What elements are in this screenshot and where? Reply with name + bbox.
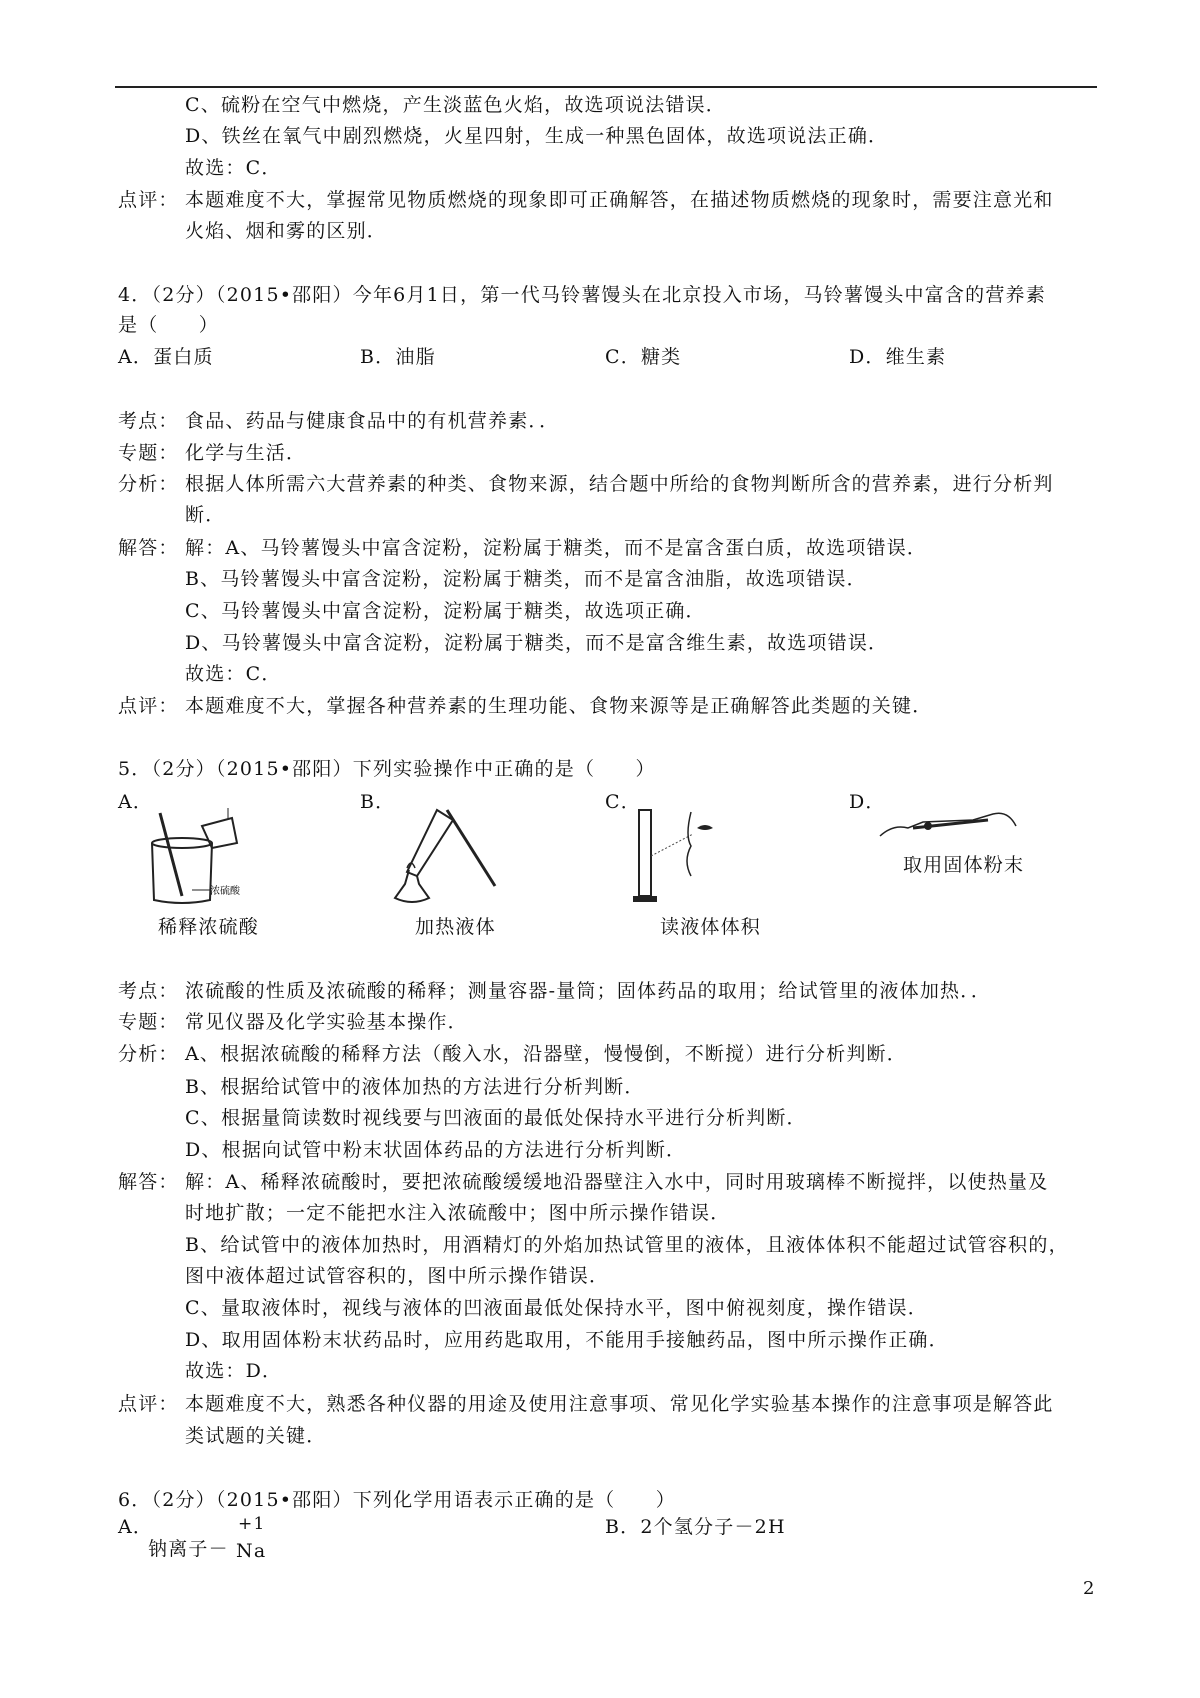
option-d-letter: D． — [849, 791, 886, 813]
caption-b: 加热液体 — [415, 916, 496, 938]
header-rule — [115, 86, 1097, 88]
section-label: 专题： — [118, 1011, 179, 1033]
text-line: 图中液体超过试管容积的，图中所示操作错误． — [185, 1265, 610, 1287]
text-line: 故选：D． — [185, 1360, 283, 1382]
option-b: B．油脂 — [360, 346, 436, 368]
text-line: 解：A、马铃薯馒头中富含淀粉，淀粉属于糖类，而不是富含蛋白质，故选项错误． — [185, 537, 928, 559]
text-line: 故选：C． — [185, 157, 282, 179]
section-label: 分析： — [118, 1043, 179, 1065]
text-line: B、给试管中的液体加热时，用酒精灯的外焰加热试管里的液体，且液体体积不能超过试管容积的， — [185, 1234, 1069, 1256]
option-b-letter: B． — [360, 791, 396, 813]
text-line: B、马铃薯馒头中富含淀粉，淀粉属于糖类，而不是富含油脂，故选项错误． — [185, 568, 867, 590]
text-line: C、根据量筒读数时视线要与凹液面的最低处保持水平进行分析判断． — [185, 1107, 807, 1129]
text-line: 本题难度不大，掌握各种营养素的生理功能、食物来源等是正确解答此类题的关键． — [185, 695, 933, 717]
text-line: C、量取液体时，视线与液体的凹液面最低处保持水平，图中俯视刻度，操作错误． — [185, 1297, 928, 1319]
section-label: 考点： — [118, 980, 179, 1002]
section-label: 点评： — [118, 189, 179, 211]
page-number: 2 — [1083, 1578, 1095, 1599]
text-line: 断． — [185, 504, 226, 526]
text-line: 火焰、烟和雾的区别． — [185, 220, 388, 242]
question-stem: 4．（2分）（2015•邵阳）今年6月1日，第一代马铃薯馒头在北京投入市场，马铃薯馒头中富含的营养素 — [118, 284, 1046, 306]
text-line: 解：A、稀释浓硫酸时，要把浓硫酸缓缓地沿器壁注入水中，同时用玻璃棒不断搅拌，以使热量及 — [185, 1171, 1049, 1193]
section-label: 点评： — [118, 1393, 179, 1415]
text-line: C、硫粉在空气中燃烧，产生淡蓝色火焰，故选项说法错误． — [185, 94, 726, 116]
element-symbol: Na — [236, 1540, 267, 1562]
text-line: 化学与生活． — [185, 442, 307, 464]
text-line: 时地扩散；一定不能把水注入浓硫酸中；图中所示操作错误． — [185, 1202, 731, 1224]
text-line: 本题难度不大，掌握常见物质燃烧的现象即可正确解答，在描述物质燃烧的现象时，需要注意光和 — [185, 189, 1054, 211]
text-line: 根据人体所需六大营养素的种类、食物来源，结合题中所给的食物判断所含的营养素，进行分析判 — [185, 473, 1054, 495]
option-c: C．糖类 — [605, 346, 682, 368]
text-line: C、马铃薯馒头中富含淀粉，淀粉属于糖类，故选项正确． — [185, 600, 706, 622]
text-line: D、铁丝在氧气中剧烈燃烧，火星四射，生成一种黑色固体，故选项说法正确． — [185, 125, 889, 147]
text-line: 本题难度不大，熟悉各种仪器的用途及使用注意事项、常见化学实验基本操作的注意事项是解答此 — [185, 1393, 1054, 1415]
option-a-text: 钠离子－ — [148, 1538, 229, 1560]
section-label: 分析： — [118, 473, 179, 495]
section-label: 解答： — [118, 1171, 179, 1193]
caption-c: 读液体体积 — [660, 916, 762, 938]
option-b: B．2个氢分子－2H — [605, 1516, 786, 1538]
option-c-letter: C． — [605, 791, 641, 813]
text-line: D、根据向试管中粉末状固体药品的方法进行分析判断． — [185, 1139, 687, 1161]
dilute-acid-figure — [142, 808, 247, 908]
charge-superscript: +1 — [238, 1514, 266, 1534]
text-line: 浓硫酸的性质及浓硫酸的稀释；测量容器-量筒；固体药品的取用；给试管里的液体加热．． — [185, 980, 992, 1002]
text-line: 故选：C． — [185, 663, 282, 685]
question-stem: 6．（2分）（2015•邵阳）下列化学用语表示正确的是（ ） — [118, 1489, 676, 1511]
text-line: B、根据给试管中的液体加热的方法进行分析判断． — [185, 1076, 645, 1098]
option-a-letter: A． — [118, 1516, 154, 1538]
text-line: D、取用固体粉末状药品时，应用药匙取用，不能用手接触药品，图中所示操作正确． — [185, 1329, 949, 1351]
section-label: 点评： — [118, 695, 179, 717]
question-stem: 5．（2分）（2015•邵阳）下列实验操作中正确的是（ ） — [118, 758, 656, 780]
text-line: 类试题的关键． — [185, 1425, 327, 1447]
question-stem: 是（ ） — [118, 314, 220, 336]
text-line: 常见仪器及化学实验基本操作． — [185, 1011, 468, 1033]
section-label: 专题： — [118, 442, 179, 464]
read-volume-figure — [633, 806, 733, 906]
section-label: 解答： — [118, 537, 179, 559]
text-line: 食品、药品与健康食品中的有机营养素．． — [185, 410, 560, 432]
caption-d: 取用固体粉末 — [903, 854, 1025, 876]
option-d: D．维生素 — [849, 346, 947, 368]
caption-a: 稀释浓硫酸 — [158, 916, 260, 938]
text-line: A、根据浓硫酸的稀释方法（酸入水，沿器壁，慢慢倒，不断搅）进行分析判断． — [185, 1043, 907, 1065]
section-label: 考点： — [118, 410, 179, 432]
option-a-letter: A． — [118, 791, 154, 813]
take-powder-figure — [878, 806, 1018, 846]
figure-label: 浓硫酸 — [210, 886, 240, 897]
heat-liquid-figure — [387, 806, 497, 906]
option-a: A．蛋白质 — [118, 346, 214, 368]
text-line: D、马铃薯馒头中富含淀粉，淀粉属于糖类，而不是富含维生素，故选项错误． — [185, 632, 889, 654]
